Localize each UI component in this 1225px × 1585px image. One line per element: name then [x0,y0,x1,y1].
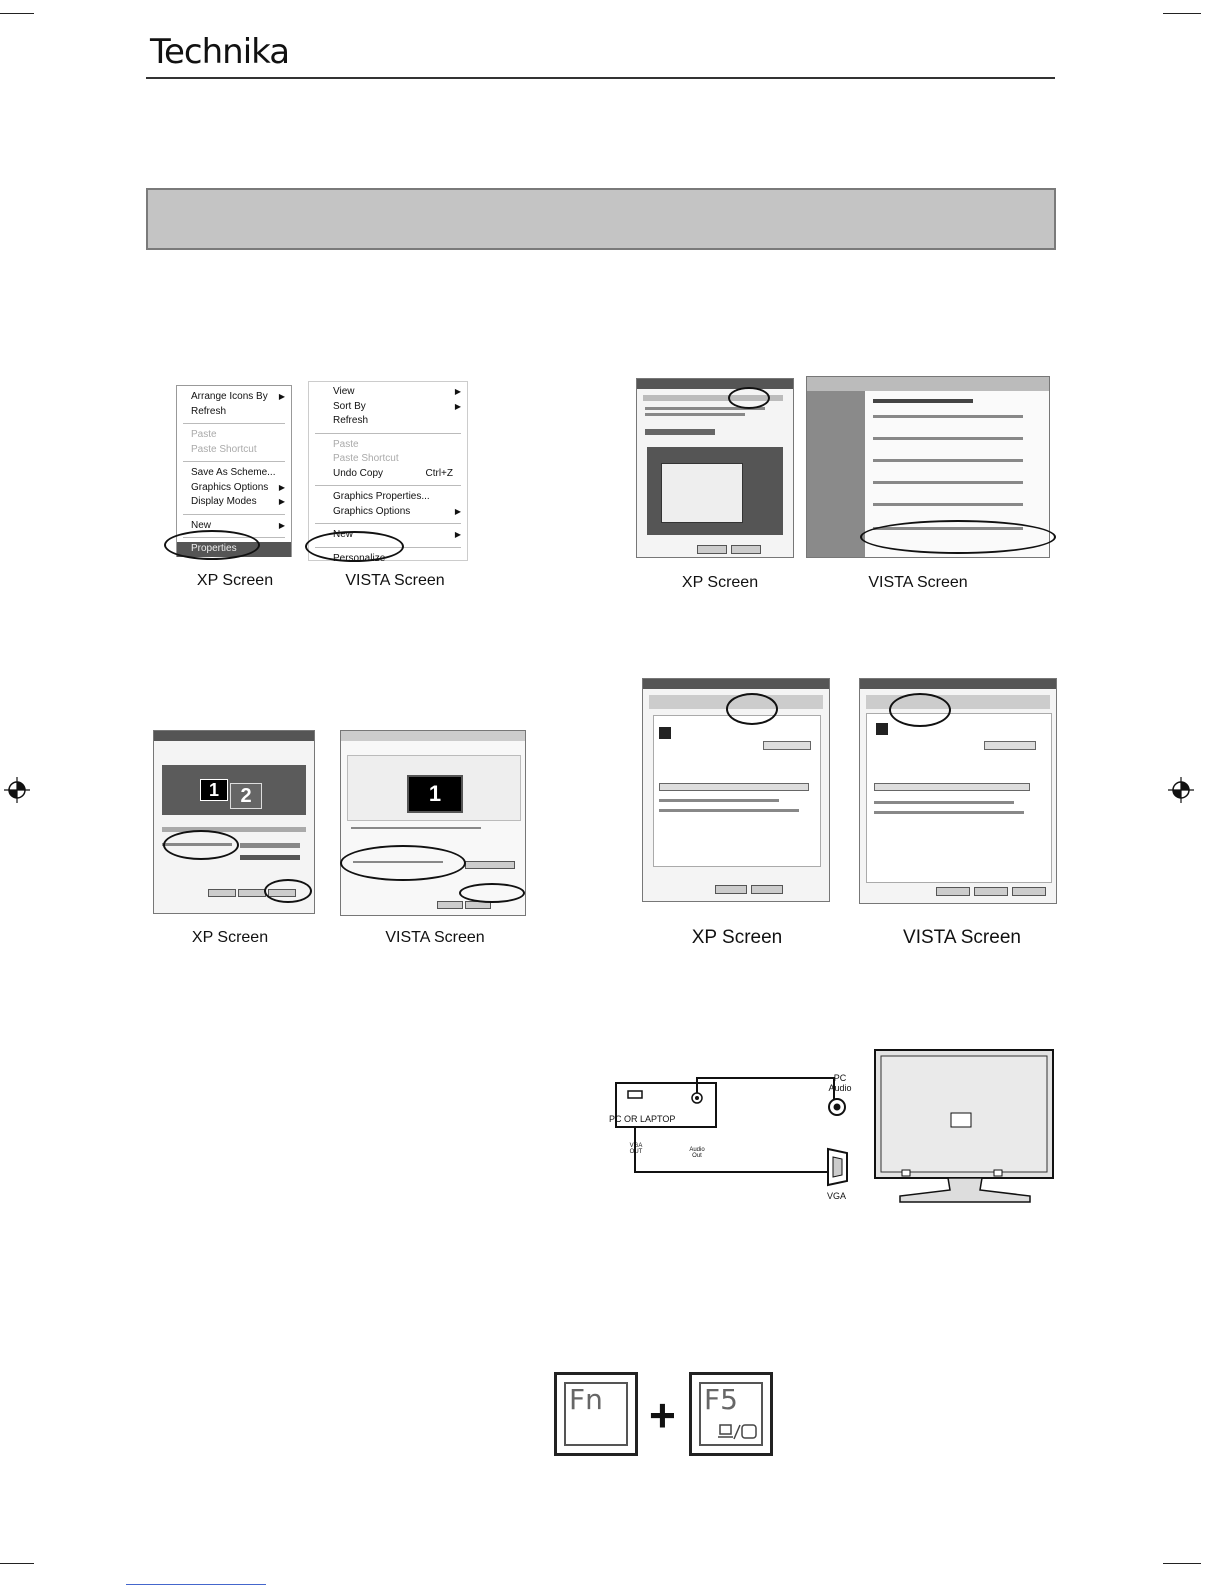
f5-key [689,1372,773,1456]
highlight-ring [459,883,525,903]
caption-xp: XP Screen [681,574,759,591]
crop-mark [0,1563,34,1564]
highlight-ring [264,879,312,903]
brand-logo: Technika [150,32,290,72]
crop-mark [1163,13,1201,14]
menu-item[interactable]: Display Modes ▶ [191,496,285,507]
section-banner [146,188,1056,250]
plus-sign: + [649,1389,676,1441]
f5-key-label: F5 [704,1383,738,1416]
audio-out-label: Audio Out [689,1147,705,1159]
vga-label: VGA [827,1191,847,1201]
monitor-2-box[interactable]: 2 [230,783,262,809]
monitor-1-box[interactable]: 1 [407,775,463,813]
caption-xp: XP Screen [691,927,783,948]
menu-item[interactable]: Graphics Options ▶ [191,481,285,493]
pc-audio-label: PC Audio [828,1073,852,1093]
header-rule [146,77,1055,79]
crop-mark [0,13,34,14]
menu-item[interactable]: Paste Shortcut [333,453,399,464]
pc-label: PC OR LAPTOP [609,1114,676,1124]
xp-display-properties-screenshot [636,378,794,558]
crop-mark [1163,1563,1201,1564]
highlight-ring [889,693,951,727]
menu-item[interactable]: Refresh [333,415,369,426]
pc-to-tv-connection-diagram [600,1040,1060,1210]
highlight-ring [860,520,1056,554]
highlight-ring [726,693,778,725]
personalize-menu-item[interactable]: Personalize [333,552,386,564]
menu-item[interactable]: Sort By ▶ [333,400,461,412]
fn-key [554,1372,638,1456]
fn-key-label: Fn [569,1383,603,1416]
highlight-ring [164,530,260,560]
menu-item[interactable]: View ▶ [333,386,461,397]
highlight-ring [340,845,466,881]
highlight-ring [728,387,770,409]
caption-vista: VISTA Screen [345,572,445,589]
menu-item[interactable]: Graphics Properties... [333,491,430,502]
menu-item[interactable]: New ▶ [333,529,461,540]
tv-stand [900,1178,1030,1202]
menu-item[interactable]: Paste [333,438,359,450]
menu-item[interactable]: Graphics Options ▶ [333,505,461,517]
menu-item[interactable]: Paste Shortcut [191,443,257,455]
menu-item[interactable]: Arrange Icons By ▶ [191,391,285,402]
caption-xp: XP Screen [196,572,274,589]
caption-vista: VISTA Screen [903,927,1021,948]
menu-item[interactable]: Undo Copy Ctrl+Z [333,467,453,479]
laptop-monitor-toggle-icon [718,1423,758,1441]
menu-item[interactable]: Paste [191,429,217,440]
properties-menu-item[interactable]: Properties [177,542,291,557]
caption-vista: VISTA Screen [385,929,485,946]
monitor-1-box[interactable]: 1 [200,779,228,801]
vga-out-label: VGA OUT [629,1143,643,1155]
registration-mark-icon [4,777,30,803]
menu-item[interactable]: Refresh [191,405,227,417]
highlight-ring [305,531,404,562]
registration-mark-icon [1168,777,1194,803]
highlight-ring [163,830,239,860]
menu-item[interactable]: Save As Scheme... [191,467,276,478]
caption-xp: XP Screen [191,929,269,946]
caption-vista: VISTA Screen [868,574,968,591]
vga-port-icon [628,1091,642,1098]
menu-item[interactable]: New ▶ [191,519,285,531]
